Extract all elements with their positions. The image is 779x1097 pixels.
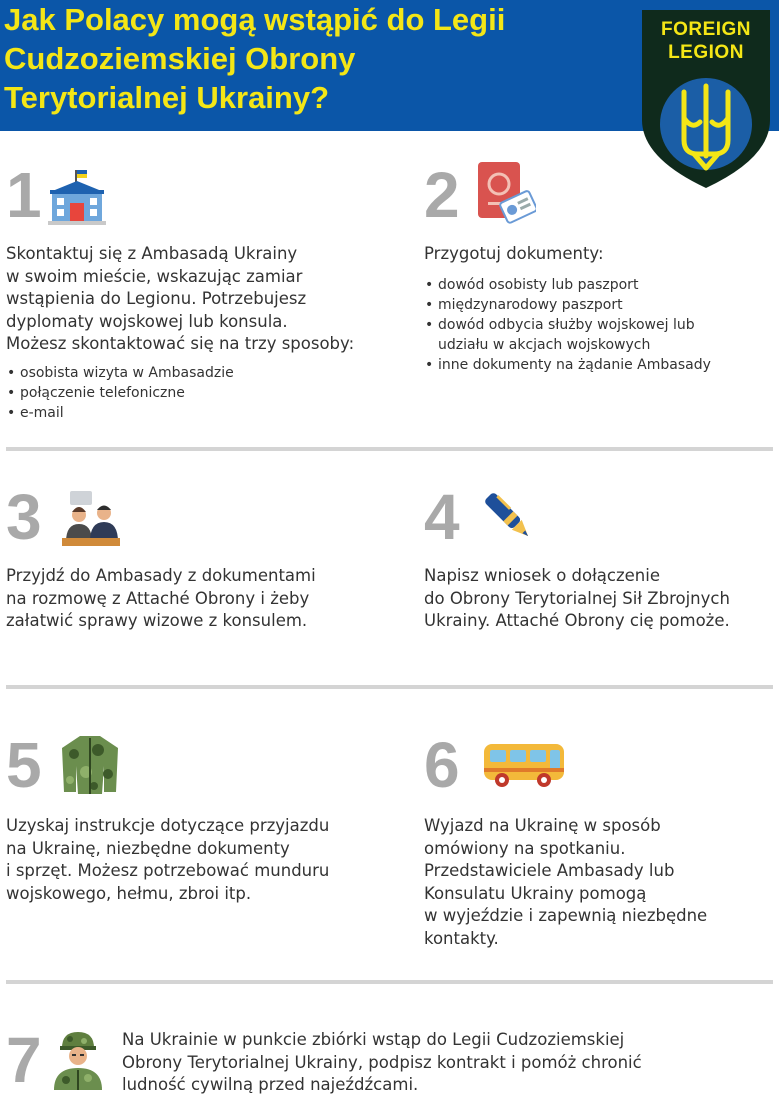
text-line: Na Ukrainie w punkcie zbiórki wstąp do Legii Cudzoziemskiej xyxy=(122,1030,625,1049)
text-line: w swoim mieście, wskazując zamiar xyxy=(6,266,303,286)
list-item xyxy=(424,275,774,295)
text-line: Konsulatu Ukrainy pomogą xyxy=(424,883,647,903)
step-4-text xyxy=(424,565,776,633)
text-line: kontakty. xyxy=(424,928,499,948)
bullet-text: • dowód odbycia służby wojskowej lub xyxy=(438,317,695,333)
bus-icon xyxy=(482,740,566,790)
text-line: Przyjdź do Ambasady z dokumentami xyxy=(6,566,316,585)
step-1-text xyxy=(6,243,406,356)
bullet-text: • e-mail xyxy=(20,405,64,421)
step-5-text xyxy=(6,815,406,905)
step-2-bullets xyxy=(424,275,774,375)
text-line: Możesz skontaktować się na trzy sposoby: xyxy=(6,334,355,353)
bullet-text: • osobista wizyta w Ambasadzie xyxy=(20,365,234,381)
title-line: Jak Polacy mogą wstąpić do Legii xyxy=(4,2,506,37)
step-6-text xyxy=(424,815,776,950)
text-line: na rozmowę z Attaché Obrony i żeby xyxy=(6,588,310,608)
text-line: omówiony na spotkaniu. xyxy=(424,838,626,858)
text-line: Przygotuj dokumenty: xyxy=(424,244,604,263)
foreign-legion-badge xyxy=(640,18,772,64)
text-line: załatwić sprawy wizowe z konsulem. xyxy=(6,611,308,630)
step-number: 7 xyxy=(6,1024,42,1096)
step-2-text xyxy=(424,243,764,266)
title-line: Terytorialnej Ukrainy? xyxy=(4,80,330,115)
step-number: 2 xyxy=(424,159,460,231)
text-line: i sprzęt. Możesz potrzebować munduru xyxy=(6,861,330,880)
section-divider xyxy=(6,980,773,984)
text-line: do Obrony Terytorialnej Sił Zbrojnych xyxy=(424,588,730,608)
page-title xyxy=(4,0,624,117)
list-item xyxy=(424,355,774,375)
embassy-building-icon xyxy=(48,168,106,226)
text-line: wstąpienia do Legionu. Potrzebujesz xyxy=(6,289,307,308)
list-item xyxy=(6,383,386,403)
badge-line: LEGION xyxy=(668,42,744,63)
section-divider xyxy=(6,447,773,451)
bullet-text: • połączenie telefoniczne xyxy=(20,385,185,401)
bullet-text: • dowód osobisty lub paszport xyxy=(438,277,639,293)
text-line: ludność cywilną przed najeźdźcami. xyxy=(122,1075,419,1094)
list-item xyxy=(6,403,386,423)
text-line: Napisz wniosek o dołączenie xyxy=(424,566,660,585)
bullet-text: udziału w akcjach wojskowych xyxy=(438,337,651,353)
list-item xyxy=(6,363,386,383)
text-line: Przedstawiciele Ambasady lub xyxy=(424,861,675,880)
pen-icon xyxy=(478,486,540,548)
text-line: Wyjazd na Ukrainę w sposób xyxy=(424,816,661,835)
bullet-text: • międzynarodowy paszport xyxy=(438,297,623,313)
title-line: Cudzoziemskiej Obrony xyxy=(4,41,356,76)
passport-id-icon xyxy=(474,160,536,226)
camouflage-jacket-icon xyxy=(58,732,122,796)
list-item xyxy=(424,295,774,315)
text-line: wojskowego, hełmu, zbroi itp. xyxy=(6,883,252,903)
step-number: 5 xyxy=(6,729,42,801)
step-number: 6 xyxy=(424,729,460,801)
badge-line: FOREIGN xyxy=(660,19,752,40)
meeting-people-icon xyxy=(62,490,120,548)
text-line: Skontaktuj się z Ambasadą Ukrainy xyxy=(6,244,298,263)
soldier-icon xyxy=(52,1030,104,1090)
step-3-text xyxy=(6,565,406,633)
step-1-bullets xyxy=(6,363,386,423)
text-line: w wyjeździe i zapewnią niezbędne xyxy=(424,906,708,925)
step-number: 3 xyxy=(6,481,42,553)
list-item xyxy=(424,315,774,355)
text-line: dyplomaty wojskowej lub konsula. xyxy=(6,311,288,331)
text-line: Uzyskaj instrukcje dotyczące przyjazdu xyxy=(6,816,330,835)
text-line: na Ukrainę, niezbędne dokumenty xyxy=(6,838,290,858)
text-line: Ukrainy. Attaché Obrony cię pomoże. xyxy=(424,611,730,630)
step-number: 4 xyxy=(424,481,460,553)
section-divider xyxy=(6,685,773,689)
text-line: Obrony Terytorialnej Ukrainy, podpisz kontrakt i pomóż chronić xyxy=(122,1052,642,1072)
step-7-text xyxy=(122,1029,762,1097)
step-number: 1 xyxy=(6,159,42,231)
bullet-text: • inne dokumenty na żądanie Ambasady xyxy=(438,357,711,373)
